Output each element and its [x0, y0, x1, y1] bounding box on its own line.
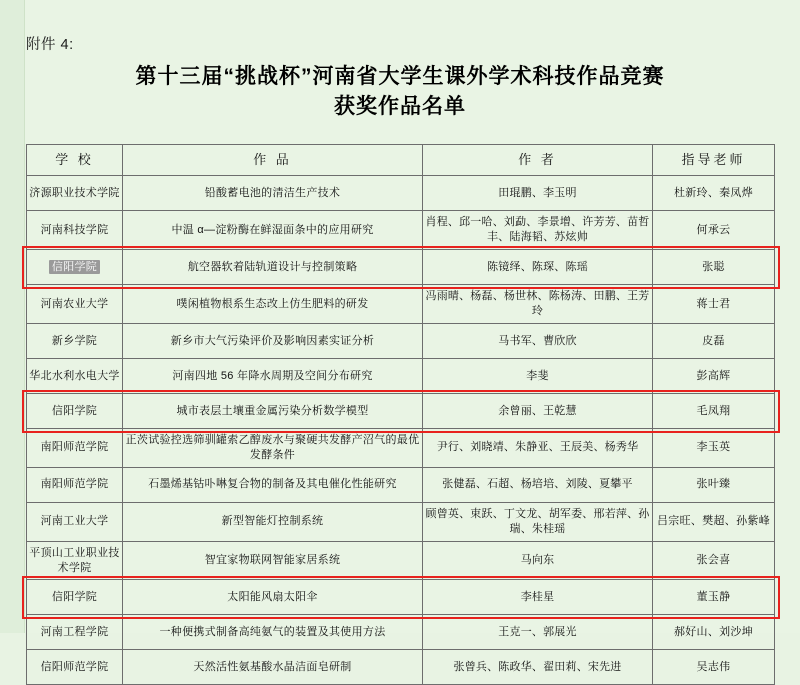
award-table: [26, 144, 775, 685]
title-line-1: 第十三届“挑战杯”河南省大学生课外学术科技作品竞赛: [135, 65, 665, 88]
cell-mentor: 郝好山、刘沙坤: [653, 615, 775, 650]
table-row: [27, 176, 775, 211]
cell-work: 新型智能灯控制系统: [123, 502, 423, 541]
title-line-2: 获奖作品名单: [334, 95, 466, 118]
cell-school: 华北水利水电大学: [27, 359, 123, 394]
cell-mentor: 毛凤翔: [653, 394, 775, 429]
table-row: [27, 285, 775, 324]
cell-author: 陈镜绎、陈琛、陈瑶: [423, 250, 653, 285]
table-row: [27, 650, 775, 685]
cell-work: 航空器软着陆轨道设计与控制策略: [123, 250, 423, 285]
cell-mentor: 杜新玲、秦凤烨: [653, 176, 775, 211]
cell-work: 噗闲植物根系生态改上仿生肥料的研发: [123, 285, 423, 324]
cell-author: 肖程、邱一哈、刘勐、李景增、许芳芳、苗哲丰、陆海韬、苏炫帅: [423, 211, 653, 250]
cell-author: 马向东: [423, 541, 653, 580]
column-header-work: 作 品: [123, 145, 423, 176]
cell-school: 河南工业大学: [27, 502, 123, 541]
cell-work: 铅酸蓄电池的清洁生产技术: [123, 176, 423, 211]
table-row: [27, 359, 775, 394]
attachment-label: 附件 4:: [26, 37, 74, 53]
cell-work: 太阳能风扇太阳伞: [123, 580, 423, 615]
cell-school: 平顶山工业职业技术学院: [27, 541, 123, 580]
table-row: [27, 324, 775, 359]
table-body: [27, 176, 775, 685]
table-row: [27, 211, 775, 250]
cell-school: 济源职业技术学院: [27, 176, 123, 211]
cell-author: 尹行、刘晓靖、朱静亚、王辰美、杨秀华: [423, 429, 653, 468]
cell-school: 河南工程学院: [27, 615, 123, 650]
column-header-mentor: 指导老师: [653, 145, 775, 176]
cell-author: 冯雨晴、杨磊、杨世林、陈杨涛、田鹏、王芳玲: [423, 285, 653, 324]
table-row: [27, 394, 775, 429]
table-row: [27, 502, 775, 541]
cell-author: 田琨鹏、李玉明: [423, 176, 653, 211]
table-row: [27, 580, 775, 615]
cell-mentor: 董玉静: [653, 580, 775, 615]
cell-work: 中温 α—淀粉酶在鲜湿面条中的应用研究: [123, 211, 423, 250]
cell-school: 信阳学院: [27, 580, 123, 615]
cell-author: 张健磊、石超、杨培培、刘陵、夏攀平: [423, 467, 653, 502]
cell-school: 南阳师范学院: [27, 429, 123, 468]
cell-mentor: 蒋士君: [653, 285, 775, 324]
cell-author: 王克一、郭展光: [423, 615, 653, 650]
cell-school: 信阳学院: [27, 394, 123, 429]
cell-school: [27, 250, 123, 285]
cell-work: 一种便携式制备高纯氨气的装置及其使用方法: [123, 615, 423, 650]
cell-school: 新乡学院: [27, 324, 123, 359]
cell-work: 新乡市大气污染评价及影响因素实证分析: [123, 324, 423, 359]
table-header-row: [27, 145, 775, 176]
table-row: [27, 429, 775, 468]
cell-author: 马书军、曹欣欣: [423, 324, 653, 359]
cell-mentor: 张聪: [653, 250, 775, 285]
cell-school: 河南农业大学: [27, 285, 123, 324]
cell-author: 李桂星: [423, 580, 653, 615]
cell-mentor: 张会喜: [653, 541, 775, 580]
cell-work: 智宜家物联网智能家居系统: [123, 541, 423, 580]
cell-school: 河南科技学院: [27, 211, 123, 250]
cell-mentor: 张叶臻: [653, 467, 775, 502]
table-row: [27, 615, 775, 650]
column-header-school: 学 校: [27, 145, 123, 176]
table-row: [27, 541, 775, 580]
cell-mentor: 吕宗旺、樊超、孙紫峰: [653, 502, 775, 541]
cell-work: 天然活性氨基酸水晶洁面皂研制: [123, 650, 423, 685]
page-title: [0, 62, 800, 122]
cell-school: 信阳师范学院: [27, 650, 123, 685]
cell-mentor: 彭高辉: [653, 359, 775, 394]
cell-author: 余曾丽、王乾慧: [423, 394, 653, 429]
cell-work: 城市表层土壤重金属污染分析数学模型: [123, 394, 423, 429]
cell-mentor: 何承云: [653, 211, 775, 250]
cell-mentor: 吴志伟: [653, 650, 775, 685]
table-row: [27, 467, 775, 502]
cell-author: 李斐: [423, 359, 653, 394]
cell-work: 河南四地 56 年降水周期及空间分布研究: [123, 359, 423, 394]
column-header-author: 作 者: [423, 145, 653, 176]
cell-mentor: 皮磊: [653, 324, 775, 359]
selected-text: 信阳学院: [49, 260, 100, 274]
cell-author: 张曾兵、陈政华、翟田莉、宋先进: [423, 650, 653, 685]
cell-mentor: 李玉英: [653, 429, 775, 468]
table-row: [27, 250, 775, 285]
cell-work: 石墨烯基钴卟啉复合物的制备及其电催化性能研究: [123, 467, 423, 502]
cell-author: 顾曾英、束跃、丁文龙、胡军委、邢若萍、孙瑞、朱桂瑶: [423, 502, 653, 541]
cell-work: 正茨试验控选筛驯罐索乙醇废水与聚硬共发酵产沼气的最优发酵条件: [123, 429, 423, 468]
cell-school: 南阳师范学院: [27, 467, 123, 502]
